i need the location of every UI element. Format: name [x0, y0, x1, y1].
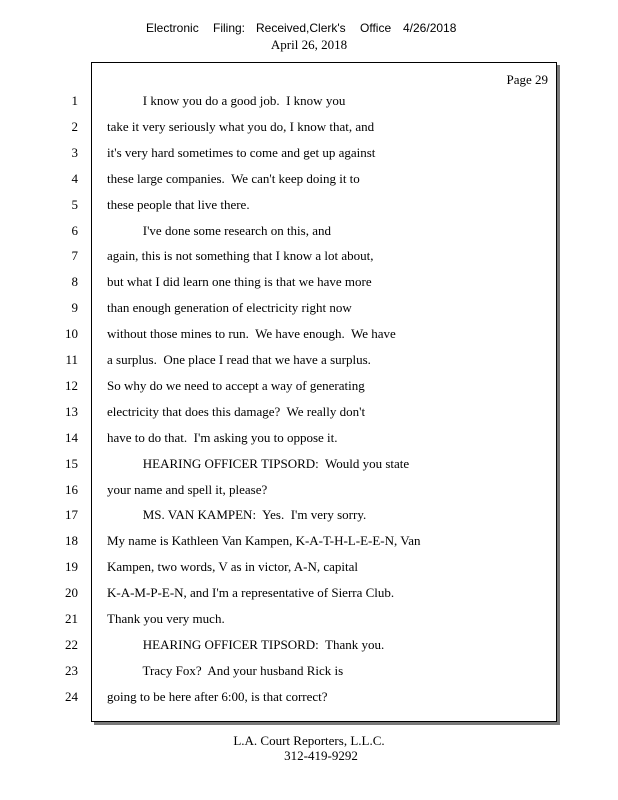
transcript-line: these large companies. We can't keep doing it to	[107, 170, 360, 186]
transcript-line: K-A-M-P-E-N, and I'm a representative of Sierra Club.	[107, 585, 395, 601]
line-number: 14	[65, 429, 78, 445]
filing-label: Filing:	[213, 21, 246, 35]
line-number: 13	[65, 403, 78, 419]
transcript-line: HEARING OFFICER TIPSORD: Would you state	[107, 455, 410, 471]
line-number: 23	[65, 662, 78, 678]
transcript-line: than enough generation of electricity right now	[107, 300, 352, 316]
filing-date: April 26, 2018	[270, 37, 348, 52]
line-number: 15	[65, 455, 78, 471]
line-number: 10	[65, 326, 78, 342]
filing-office: Office	[360, 21, 392, 35]
transcript-line: Kampen, two words, V as in victor, A-N, capital	[107, 559, 359, 575]
line-number: 19	[65, 559, 78, 575]
footer-company: L.A. Court Reporters, L.L.C.	[233, 733, 385, 748]
transcript-line: these people that live there.	[107, 196, 250, 212]
transcript-line: without those mines to run. We have enough. We have	[107, 326, 396, 342]
transcript-line: Tracy Fox? And your husband Rick is	[107, 662, 344, 678]
transcript-line: I've done some research on this, and	[107, 222, 332, 238]
transcript-line: I know you do a good job. I know you	[107, 93, 346, 108]
line-number: 16	[65, 481, 78, 497]
line-number: 22	[65, 636, 78, 652]
transcript-line: have to do that. I'm asking you to oppose it.	[107, 429, 338, 445]
transcript-line: electricity that does this damage? We really don't	[107, 403, 366, 419]
transcript-line: take it very seriously what you do, I know that, and	[107, 118, 375, 134]
transcript-line: it's very hard sometimes to come and get up against	[107, 144, 376, 160]
transcript-line: again, this is not something that I know a lot about,	[107, 248, 374, 264]
transcript-line: Thank you very much.	[107, 611, 225, 626]
line-number: 8	[71, 274, 78, 290]
line-number: 12	[65, 377, 78, 393]
line-number: 11	[65, 352, 78, 367]
line-number: 5	[71, 196, 78, 212]
line-number: 3	[71, 144, 78, 160]
transcript-line: So why do we need to accept a way of generating	[107, 377, 365, 393]
line-number: 4	[71, 170, 78, 186]
line-number: 1	[71, 93, 78, 108]
line-number: 9	[71, 300, 78, 316]
line-number: 21	[65, 611, 78, 626]
filing-date-stamp: 4/26/2018	[403, 21, 457, 35]
line-number: 6	[71, 222, 78, 238]
line-number: 17	[65, 507, 78, 523]
line-number: 24	[65, 688, 78, 704]
footer-phone: 312-419-9292	[284, 748, 358, 763]
filing-electronic: Electronic	[146, 21, 199, 35]
transcript-line: going to be here after 6:00, is that correct?	[107, 688, 328, 704]
transcript-line: a surplus. One place I read that we have a surplus.	[107, 352, 371, 367]
filing-received: Received,Clerk's	[256, 21, 346, 35]
electronic-filing-header	[0, 21, 618, 37]
transcript-line: MS. VAN KAMPEN: Yes. I'm very sorry.	[107, 507, 367, 523]
transcript-line: your name and spell it, please?	[107, 481, 268, 497]
line-number: 18	[65, 533, 78, 549]
transcript-line: HEARING OFFICER TIPSORD: Thank you.	[107, 636, 385, 652]
line-number: 2	[71, 118, 78, 134]
transcript-line: but what I did learn one thing is that we have more	[107, 274, 372, 290]
transcript-line: My name is Kathleen Van Kampen, K-A-T-H-L-E-E-N, Van	[107, 533, 421, 549]
line-number: 20	[65, 585, 78, 601]
line-number: 7	[71, 248, 78, 264]
page-number: Page 29	[506, 72, 548, 87]
